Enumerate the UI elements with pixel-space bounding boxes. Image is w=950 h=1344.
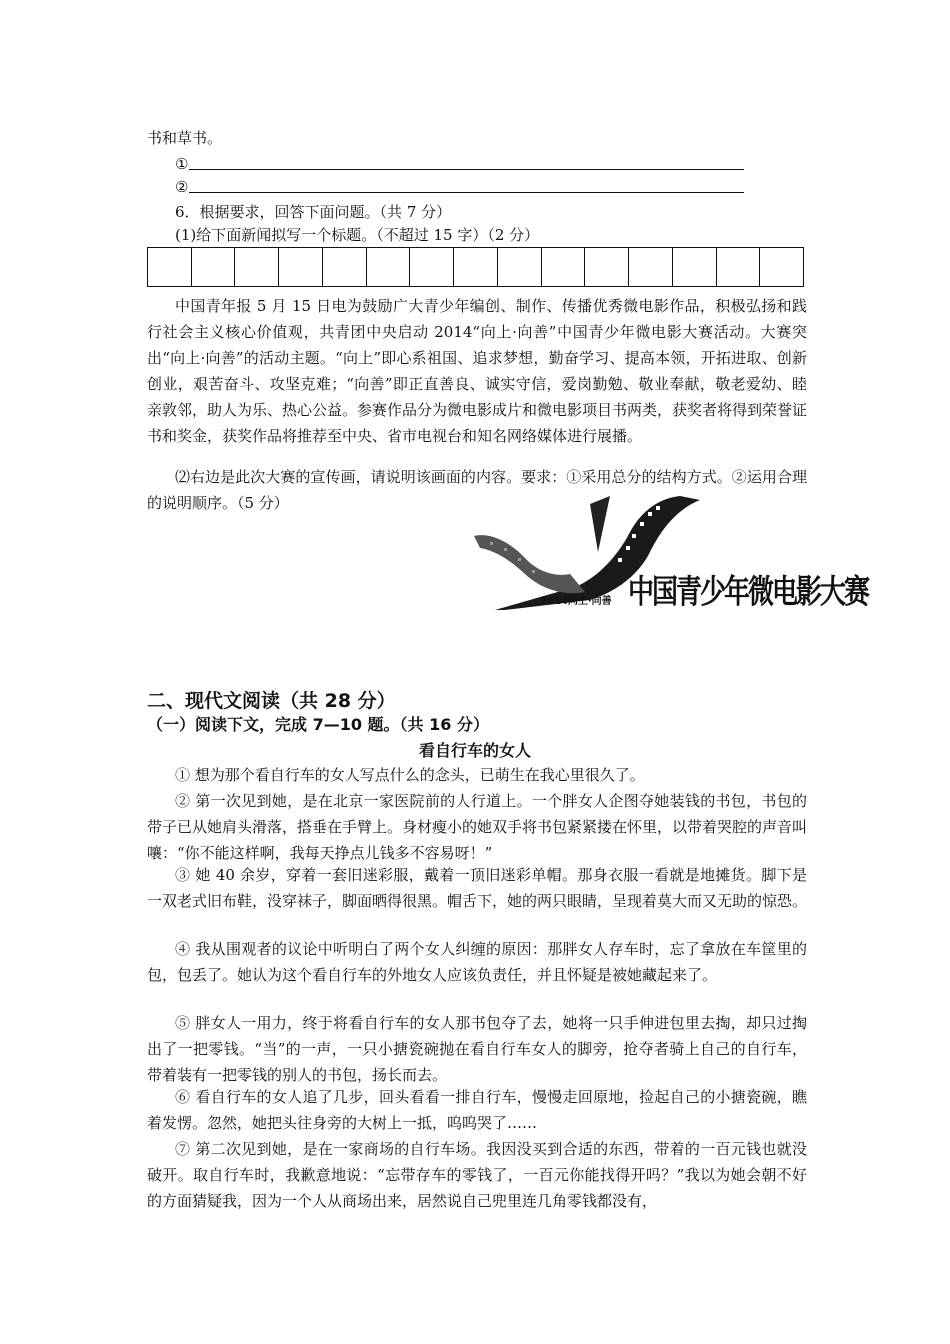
question-6-part-2: ⑵右边是此次大赛的宣传画，请说明该画面的内容。要求：①采用总分的结构方式。②运用合理的说明顺序。（5 分）	[147, 468, 807, 512]
section-2-heading: 二、现代文阅读（共 28 分）	[147, 690, 396, 712]
answer-line-2-label: ②	[175, 178, 189, 196]
article-paragraph-6: ⑥ 看自行车的女人追了几步，回头看看一排自行车，慢慢走回原地，捡起自己的小搪瓷碗，瞧着发愣。忽然，她把头往身旁的大树上一抵，呜呜哭了……	[147, 1088, 807, 1132]
grid-cell[interactable]	[323, 248, 367, 286]
grid-cell[interactable]	[498, 248, 542, 286]
grid-cell[interactable]	[192, 248, 236, 286]
grid-cell[interactable]	[279, 248, 323, 286]
answer-line-1-blank[interactable]	[189, 155, 744, 170]
answer-line-2[interactable]	[175, 177, 744, 197]
grid-cell[interactable]	[542, 248, 586, 286]
continuation-text: 书和草书。	[147, 129, 223, 147]
article-title: 看自行车的女人	[418, 741, 531, 760]
grid-cell[interactable]	[760, 248, 803, 286]
question-6-heading: 6．根据要求，回答下面问题。（共 7 分）	[175, 203, 452, 221]
news-paragraph: 中国青年报 5 月 15 日电为鼓励广大青少年编创、制作、传播优秀微电影作品，积极弘扬和践行社会主义核心价值观，共青团中央启动 2014“向上·向善”中国青少年微电影大赛活动。大赛突出“向上·向善”的活动主题。“向上”即心系祖国、追求梦想，勤奋学习、提高本领，开拓进取、创新创业，艰苦奋斗、攻坚克难；“向善”即正直善良、诚实守信，爱岗勤勉、敬业奉献，敬老爱幼、睦亲敦邻，助人为乐、热心公益。参赛作品分为微电影成片和微电影项目书两类，获奖者将得到荣誉证书和奖金，获奖作品将推荐至中央、省市电视台和知名网络媒体进行展播。	[147, 297, 808, 445]
section-2-subheading: （一）阅读下文，完成 7—10 题。（共 16 分）	[147, 715, 489, 734]
grid-cell[interactable]	[585, 248, 629, 286]
grid-cell[interactable]	[367, 248, 411, 286]
article-paragraph-7: ⑦ 第二次见到她，是在一家商场的自行车场。我因没买到合适的东西，带着的一百元钱也就没破开。取自行车时，我歉意地说：“忘带存车的零钱了，一百元你能找得开吗？”我以为她会朝不好的方面猜疑我，因为一个人从商场出来，居然说自己兜里连几角零钱都没有，	[147, 1140, 807, 1210]
grid-cell[interactable]	[629, 248, 673, 286]
answer-line-1-label: ①	[175, 155, 189, 173]
grid-cell[interactable]	[235, 248, 279, 286]
grid-cell[interactable]	[148, 248, 192, 286]
article-paragraph-1: ① 想为那个看自行车的女人写点什么的念头，已萌生在我心里很久了。	[175, 766, 645, 784]
question-6-part-1: (1)给下面新闻拟写一个标题。（不超过 15 字）（2 分）	[175, 226, 540, 244]
article-paragraph-5: ⑤ 胖女人一用力，终于将看自行车的女人那书包夺了去，她将一只手伸进包里去掏，却只过掏出了一把零钱。“当”的一声，一只小搪瓷碗抛在看自行车女人的脚旁，抢夺者骑上自己的自行车，带着装有一把零钱的别人的书包，扬长而去。	[147, 1014, 807, 1084]
answer-line-2-blank[interactable]	[189, 178, 744, 193]
grid-cell[interactable]	[410, 248, 454, 286]
poster-title: 中国青少年微电影大赛	[628, 573, 869, 611]
article-paragraph-2: ② 第一次见到她，是在北京一家医院前的人行道上。一个胖女人企图夺她装钱的书包，书包的带子已从她肩头滑落，搭垂在手臂上。身材瘦小的她双手将书包紧紧搂在怀里，以带着哭腔的声音叫嚷：“你不能这样啊，我每天挣点儿钱多不容易呀！”	[147, 792, 808, 862]
grid-cell[interactable]	[454, 248, 498, 286]
grid-cell[interactable]	[717, 248, 761, 286]
grid-cell[interactable]	[673, 248, 717, 286]
article-paragraph-3: ③ 她 40 余岁，穿着一套旧迷彩服，戴着一顶旧迷彩单帽。那身衣服一看就是地摊货。脚下是一双老式旧布鞋，没穿袜子，脚面晒得很黑。帽舌下，她的两只眼睛，呈现着莫大而又无助的惊恐。	[147, 866, 808, 910]
title-answer-grid[interactable]	[147, 247, 804, 287]
poster-subtitle: 2014向上·向善	[540, 596, 612, 607]
article-paragraph-4: ④ 我从围观者的议论中听明白了两个女人纠缠的原因：那胖女人存车时，忘了拿放在车筐里的包，包丢了。她认为这个看自行车的外地女人应该负责任，并且怀疑是被她藏起来了。	[147, 940, 807, 984]
answer-line-1[interactable]	[175, 154, 744, 174]
